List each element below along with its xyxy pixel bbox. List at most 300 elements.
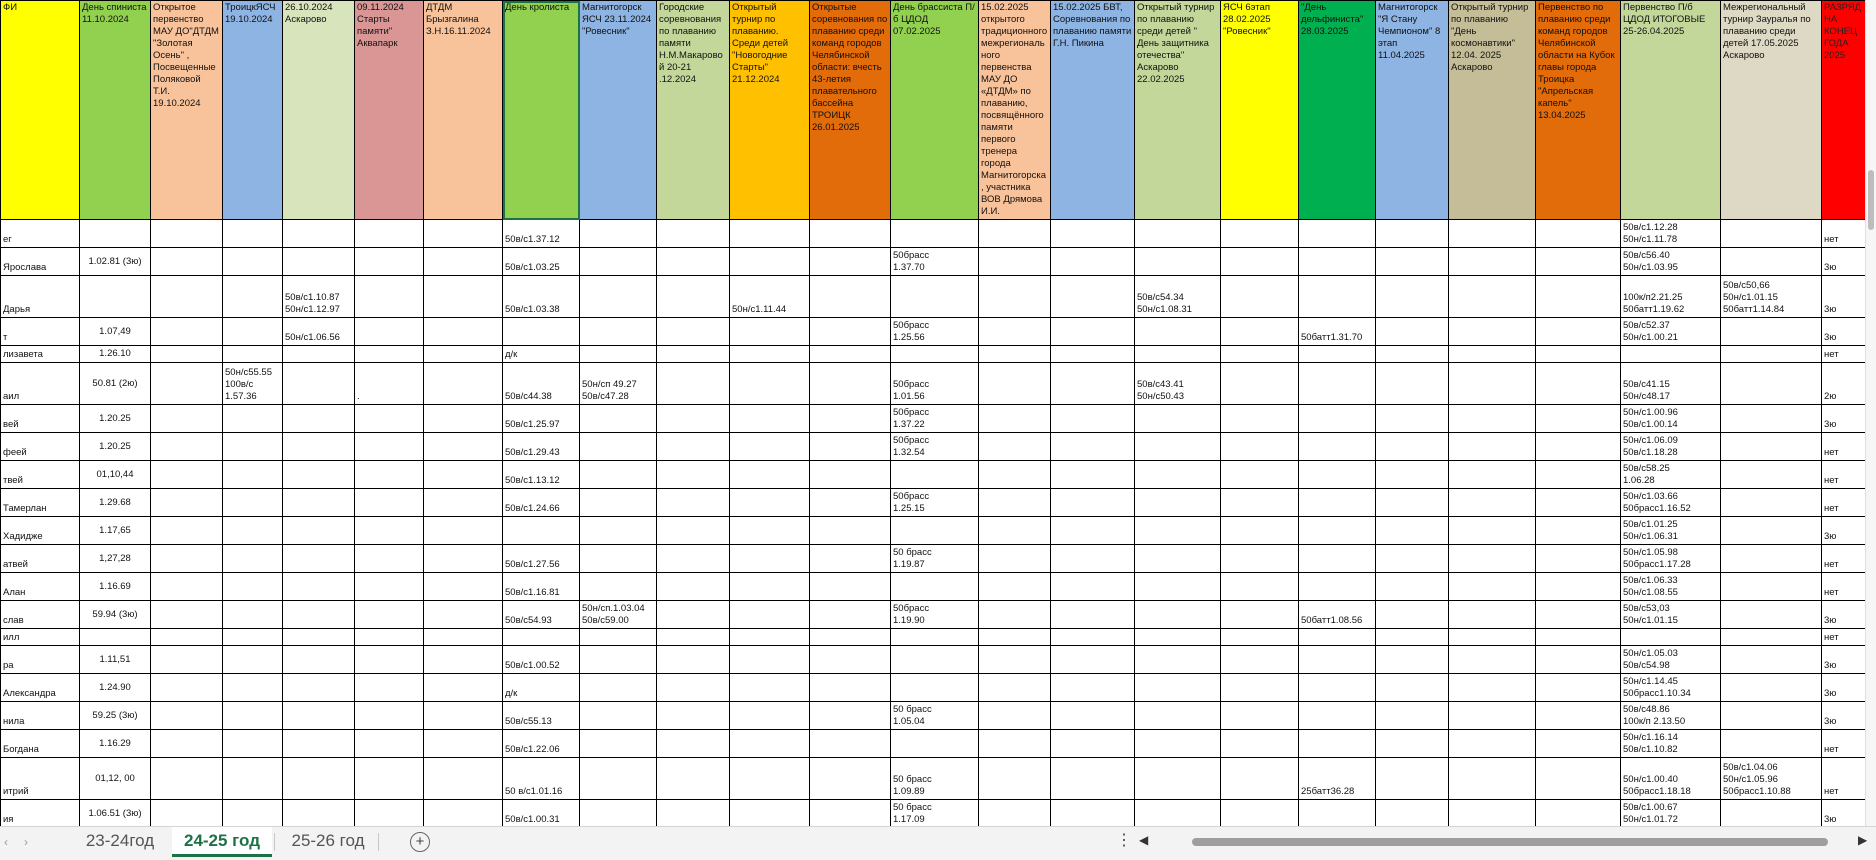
column-header[interactable]: Открытый турнир по плаванию среди детей " День защитника отечества" Аскарово 22.02.2025 bbox=[1135, 1, 1221, 220]
table-cell[interactable] bbox=[1135, 800, 1221, 827]
column-header[interactable]: Открытые соревнования по плаванию среди команд городов Челябинской области: вчесть 43-летия плавательного бассейна ТРОИЦК 26.01.2025 bbox=[810, 1, 891, 220]
table-cell[interactable] bbox=[1376, 220, 1449, 248]
table-cell[interactable]: 50батт1.08.56 bbox=[1299, 601, 1376, 629]
table-cell[interactable] bbox=[1536, 220, 1621, 248]
table-cell[interactable] bbox=[1299, 461, 1376, 489]
table-cell[interactable] bbox=[223, 573, 283, 601]
table-cell[interactable] bbox=[1721, 318, 1822, 346]
table-cell[interactable] bbox=[657, 601, 730, 629]
table-cell[interactable] bbox=[810, 363, 891, 405]
table-cell[interactable] bbox=[1221, 248, 1299, 276]
table-cell[interactable] bbox=[1721, 629, 1822, 646]
horizontal-scrollbar-thumb[interactable] bbox=[1192, 838, 1828, 846]
table-cell[interactable]: нет bbox=[1822, 461, 1874, 489]
table-cell[interactable] bbox=[424, 545, 503, 573]
table-cell[interactable] bbox=[730, 220, 810, 248]
table-cell[interactable] bbox=[1135, 758, 1221, 800]
table-cell[interactable]: 100к/п2.21.25 50батт1.19.62 bbox=[1621, 276, 1721, 318]
table-cell[interactable] bbox=[355, 276, 424, 318]
table-cell[interactable] bbox=[1536, 248, 1621, 276]
table-cell[interactable] bbox=[979, 461, 1051, 489]
table-cell[interactable] bbox=[730, 545, 810, 573]
table-cell[interactable] bbox=[1221, 363, 1299, 405]
table-cell[interactable] bbox=[657, 433, 730, 461]
table-cell[interactable] bbox=[1135, 461, 1221, 489]
table-cell[interactable]: 3ю bbox=[1822, 276, 1874, 318]
table-cell[interactable]: 50брасс 1.19.90 bbox=[891, 601, 979, 629]
table-cell[interactable]: 50брасс 1.37.70 bbox=[891, 248, 979, 276]
name-cell[interactable]: твей bbox=[1, 461, 80, 489]
table-cell[interactable] bbox=[355, 346, 424, 363]
table-cell[interactable] bbox=[891, 646, 979, 674]
table-cell[interactable] bbox=[979, 220, 1051, 248]
table-cell[interactable] bbox=[1299, 346, 1376, 363]
table-cell[interactable]: 50 брасс 1.17.09 bbox=[891, 800, 979, 827]
table-cell[interactable] bbox=[657, 758, 730, 800]
table-cell[interactable]: 50в/с1.01.25 50н/с1.06.31 bbox=[1621, 517, 1721, 545]
table-cell[interactable] bbox=[891, 730, 979, 758]
tab-scroll-right-icon[interactable]: › bbox=[24, 835, 28, 849]
name-cell[interactable]: вей bbox=[1, 405, 80, 433]
name-cell[interactable]: Ярослава bbox=[1, 248, 80, 276]
table-cell[interactable] bbox=[503, 517, 580, 545]
table-cell[interactable] bbox=[1221, 758, 1299, 800]
table-cell[interactable] bbox=[1536, 601, 1621, 629]
table-cell[interactable]: 50в/с1.06.33 50н/с1.08.55 bbox=[1621, 573, 1721, 601]
table-cell[interactable] bbox=[1135, 629, 1221, 646]
name-cell[interactable]: атвей bbox=[1, 545, 80, 573]
table-cell[interactable] bbox=[730, 674, 810, 702]
table-cell[interactable] bbox=[283, 346, 355, 363]
table-cell[interactable]: 3ю bbox=[1822, 517, 1874, 545]
table-cell[interactable] bbox=[657, 702, 730, 730]
table-cell[interactable]: 1.16.29 bbox=[80, 730, 151, 758]
table-cell[interactable] bbox=[1621, 346, 1721, 363]
table-cell[interactable] bbox=[979, 489, 1051, 517]
table-cell[interactable] bbox=[283, 405, 355, 433]
table-cell[interactable] bbox=[1449, 545, 1536, 573]
table-cell[interactable] bbox=[424, 573, 503, 601]
table-cell[interactable]: 50в/с1.00.67 50н/с1.01.72 bbox=[1621, 800, 1721, 827]
table-cell[interactable] bbox=[283, 646, 355, 674]
table-cell[interactable]: 50брасс 1.37.22 bbox=[891, 405, 979, 433]
table-cell[interactable] bbox=[424, 674, 503, 702]
table-cell[interactable]: 3ю bbox=[1822, 248, 1874, 276]
table-cell[interactable] bbox=[223, 220, 283, 248]
table-cell[interactable] bbox=[1221, 461, 1299, 489]
table-cell[interactable] bbox=[1376, 517, 1449, 545]
table-cell[interactable] bbox=[979, 405, 1051, 433]
table-cell[interactable] bbox=[223, 800, 283, 827]
table-cell[interactable] bbox=[891, 276, 979, 318]
name-cell[interactable]: ра bbox=[1, 646, 80, 674]
table-cell[interactable] bbox=[151, 573, 223, 601]
table-cell[interactable] bbox=[657, 276, 730, 318]
table-cell[interactable] bbox=[580, 573, 657, 601]
table-cell[interactable] bbox=[223, 489, 283, 517]
table-cell[interactable] bbox=[891, 220, 979, 248]
table-cell[interactable]: 50в/с41.15 50н/с48.17 bbox=[1621, 363, 1721, 405]
table-cell[interactable] bbox=[1299, 248, 1376, 276]
table-cell[interactable] bbox=[810, 346, 891, 363]
table-cell[interactable] bbox=[1051, 758, 1135, 800]
table-cell[interactable] bbox=[1376, 489, 1449, 517]
table-cell[interactable]: 50в/с1.25.97 bbox=[503, 405, 580, 433]
table-cell[interactable] bbox=[1221, 674, 1299, 702]
scroll-left-arrow-icon[interactable]: ◀ bbox=[1139, 833, 1149, 847]
table-cell[interactable] bbox=[151, 276, 223, 318]
table-cell[interactable] bbox=[580, 433, 657, 461]
table-cell[interactable]: 50н/с1.05.03 50в/с54.98 bbox=[1621, 646, 1721, 674]
table-cell[interactable] bbox=[223, 730, 283, 758]
table-cell[interactable] bbox=[730, 800, 810, 827]
table-cell[interactable] bbox=[1376, 730, 1449, 758]
table-cell[interactable] bbox=[1376, 573, 1449, 601]
table-cell[interactable] bbox=[580, 730, 657, 758]
table-cell[interactable]: 25батт36.28 bbox=[1299, 758, 1376, 800]
table-cell[interactable] bbox=[355, 629, 424, 646]
table-cell[interactable] bbox=[1135, 545, 1221, 573]
table-cell[interactable] bbox=[1221, 433, 1299, 461]
table-cell[interactable] bbox=[424, 433, 503, 461]
table-cell[interactable] bbox=[1051, 800, 1135, 827]
name-cell[interactable]: слав bbox=[1, 601, 80, 629]
table-cell[interactable]: 2ю bbox=[1822, 363, 1874, 405]
table-cell[interactable] bbox=[1221, 601, 1299, 629]
table-cell[interactable]: 50брасс 1.32.54 bbox=[891, 433, 979, 461]
table-cell[interactable] bbox=[810, 674, 891, 702]
table-cell[interactable] bbox=[283, 758, 355, 800]
name-cell[interactable]: т bbox=[1, 318, 80, 346]
horizontal-scrollbar[interactable] bbox=[1156, 836, 1854, 848]
table-cell[interactable] bbox=[580, 405, 657, 433]
table-cell[interactable]: 50в/с1.13.12 bbox=[503, 461, 580, 489]
table-cell[interactable] bbox=[151, 730, 223, 758]
table-cell[interactable] bbox=[1221, 220, 1299, 248]
table-cell[interactable]: 3ю bbox=[1822, 646, 1874, 674]
name-cell[interactable]: ег bbox=[1, 220, 80, 248]
table-cell[interactable] bbox=[657, 573, 730, 601]
table-cell[interactable]: нет bbox=[1822, 433, 1874, 461]
table-cell[interactable] bbox=[151, 674, 223, 702]
table-cell[interactable]: нет bbox=[1822, 346, 1874, 363]
table-cell[interactable] bbox=[891, 674, 979, 702]
table-cell[interactable] bbox=[891, 573, 979, 601]
table-cell[interactable] bbox=[283, 363, 355, 405]
table-cell[interactable]: 50в/с1.22.06 bbox=[503, 730, 580, 758]
table-cell[interactable]: д/к bbox=[503, 674, 580, 702]
table-cell[interactable] bbox=[1721, 489, 1822, 517]
table-cell[interactable]: 50в/с1.03.38 bbox=[503, 276, 580, 318]
table-cell[interactable]: 01,10,44 bbox=[80, 461, 151, 489]
table-cell[interactable] bbox=[979, 363, 1051, 405]
table-cell[interactable] bbox=[1299, 489, 1376, 517]
column-header[interactable]: День брассиста П/б ЦДОД 07.02.2025 bbox=[891, 1, 979, 220]
table-cell[interactable] bbox=[424, 800, 503, 827]
table-cell[interactable] bbox=[1051, 601, 1135, 629]
name-cell[interactable]: феей bbox=[1, 433, 80, 461]
table-cell[interactable] bbox=[1299, 220, 1376, 248]
table-cell[interactable] bbox=[151, 629, 223, 646]
table-cell[interactable] bbox=[1221, 545, 1299, 573]
table-cell[interactable]: 50в/с1.00.52 bbox=[503, 646, 580, 674]
table-cell[interactable]: 50в/с1.00.31 bbox=[503, 800, 580, 827]
table-cell[interactable] bbox=[1051, 220, 1135, 248]
table-cell[interactable] bbox=[1376, 276, 1449, 318]
table-cell[interactable]: 50 в/с1.01.16 bbox=[503, 758, 580, 800]
table-cell[interactable] bbox=[979, 248, 1051, 276]
table-cell[interactable] bbox=[1221, 346, 1299, 363]
table-cell[interactable]: 50батт1.31.70 bbox=[1299, 318, 1376, 346]
table-cell[interactable]: нет bbox=[1822, 545, 1874, 573]
table-cell[interactable]: 50н/сп.1.03.04 50в/с59.00 bbox=[580, 601, 657, 629]
table-cell[interactable] bbox=[979, 702, 1051, 730]
column-header[interactable]: ДТДМ Брызгалина З.Н.16.11.2024 bbox=[424, 1, 503, 220]
table-cell[interactable] bbox=[151, 800, 223, 827]
table-cell[interactable] bbox=[1051, 674, 1135, 702]
table-cell[interactable] bbox=[580, 646, 657, 674]
table-cell[interactable] bbox=[355, 758, 424, 800]
table-cell[interactable] bbox=[657, 405, 730, 433]
table-cell[interactable] bbox=[503, 629, 580, 646]
table-cell[interactable] bbox=[1135, 646, 1221, 674]
table-cell[interactable] bbox=[1536, 363, 1621, 405]
table-cell[interactable] bbox=[151, 517, 223, 545]
table-cell[interactable] bbox=[355, 800, 424, 827]
table-cell[interactable] bbox=[1376, 363, 1449, 405]
table-cell[interactable] bbox=[1135, 674, 1221, 702]
table-cell[interactable] bbox=[1449, 646, 1536, 674]
table-cell[interactable]: 50 брасс 1.19.87 bbox=[891, 545, 979, 573]
table-cell[interactable]: . bbox=[355, 363, 424, 405]
table-cell[interactable] bbox=[1051, 461, 1135, 489]
table-cell[interactable] bbox=[1621, 629, 1721, 646]
table-cell[interactable] bbox=[1299, 674, 1376, 702]
table-cell[interactable] bbox=[979, 800, 1051, 827]
table-cell[interactable] bbox=[355, 248, 424, 276]
column-header[interactable]: Магнитогорск "Я Стану Чемпионом" 8 этап 11.04.2025 bbox=[1376, 1, 1449, 220]
table-cell[interactable] bbox=[1376, 405, 1449, 433]
tab-scroll-left-icon[interactable]: ‹ bbox=[4, 835, 8, 849]
table-cell[interactable] bbox=[1051, 545, 1135, 573]
table-cell[interactable]: 01,12, 00 bbox=[80, 758, 151, 800]
table-cell[interactable] bbox=[979, 646, 1051, 674]
table-cell[interactable] bbox=[979, 730, 1051, 758]
table-cell[interactable]: 50в/с1.04.06 50н/с1.05.96 50брасс1.10.88 bbox=[1721, 758, 1822, 800]
table-cell[interactable] bbox=[80, 629, 151, 646]
table-cell[interactable] bbox=[657, 646, 730, 674]
table-cell[interactable]: 50н/с1.14.45 50брасс1.10.34 bbox=[1621, 674, 1721, 702]
table-cell[interactable] bbox=[223, 318, 283, 346]
table-cell[interactable] bbox=[1221, 800, 1299, 827]
table-cell[interactable] bbox=[979, 674, 1051, 702]
table-cell[interactable] bbox=[1376, 702, 1449, 730]
table-cell[interactable] bbox=[1221, 517, 1299, 545]
table-cell[interactable]: д/к bbox=[503, 346, 580, 363]
table-cell[interactable] bbox=[580, 517, 657, 545]
table-cell[interactable] bbox=[730, 489, 810, 517]
column-header[interactable]: Открытый турнир по плаванию. Среди детей "Новогодние Старты" 21.12.2024 bbox=[730, 1, 810, 220]
table-cell[interactable] bbox=[1449, 248, 1536, 276]
table-cell[interactable] bbox=[730, 318, 810, 346]
table-cell[interactable] bbox=[1135, 248, 1221, 276]
table-cell[interactable] bbox=[1376, 800, 1449, 827]
table-cell[interactable] bbox=[580, 346, 657, 363]
table-cell[interactable] bbox=[810, 405, 891, 433]
table-cell[interactable] bbox=[223, 758, 283, 800]
column-header[interactable]: "День дельфиниста" 28.03.2025 bbox=[1299, 1, 1376, 220]
name-cell[interactable]: Тамерлан bbox=[1, 489, 80, 517]
table-cell[interactable]: нет bbox=[1822, 489, 1874, 517]
table-cell[interactable] bbox=[151, 461, 223, 489]
table-cell[interactable] bbox=[657, 800, 730, 827]
table-cell[interactable] bbox=[1051, 730, 1135, 758]
table-cell[interactable] bbox=[810, 800, 891, 827]
table-cell[interactable] bbox=[151, 405, 223, 433]
table-cell[interactable] bbox=[580, 545, 657, 573]
table-cell[interactable] bbox=[810, 573, 891, 601]
table-cell[interactable] bbox=[1536, 730, 1621, 758]
table-cell[interactable] bbox=[1721, 730, 1822, 758]
table-cell[interactable] bbox=[1051, 346, 1135, 363]
table-cell[interactable] bbox=[657, 545, 730, 573]
table-cell[interactable] bbox=[657, 489, 730, 517]
table-cell[interactable] bbox=[1721, 702, 1822, 730]
column-header[interactable]: 26.10.2024 Аскарово bbox=[283, 1, 355, 220]
table-cell[interactable] bbox=[1449, 318, 1536, 346]
table-cell[interactable] bbox=[1376, 601, 1449, 629]
table-cell[interactable]: нет bbox=[1822, 758, 1874, 800]
table-cell[interactable]: 50.81 (2ю) bbox=[80, 363, 151, 405]
more-options-icon[interactable]: ⋮ bbox=[1116, 832, 1132, 849]
table-cell[interactable] bbox=[355, 433, 424, 461]
table-cell[interactable] bbox=[1449, 758, 1536, 800]
table-cell[interactable] bbox=[1376, 346, 1449, 363]
table-cell[interactable] bbox=[580, 758, 657, 800]
table-cell[interactable] bbox=[424, 461, 503, 489]
table-cell[interactable] bbox=[810, 629, 891, 646]
table-cell[interactable] bbox=[657, 346, 730, 363]
table-cell[interactable] bbox=[283, 220, 355, 248]
table-cell[interactable] bbox=[355, 730, 424, 758]
table-cell[interactable]: 1.29.68 bbox=[80, 489, 151, 517]
column-header[interactable]: Первенство по плаванию среди команд городов Челябинской области на Кубок главы города Троицка "Апрельская капель" 13.04.2025 bbox=[1536, 1, 1621, 220]
table-cell[interactable] bbox=[1221, 702, 1299, 730]
name-cell[interactable]: Александра bbox=[1, 674, 80, 702]
sheet-tab-25-26[interactable]: 25-26 год bbox=[291, 831, 365, 850]
table-cell[interactable] bbox=[1376, 461, 1449, 489]
table-cell[interactable] bbox=[1449, 363, 1536, 405]
column-header[interactable]: ЯСЧ 6этап 28.02.2025 "Ровесник" bbox=[1221, 1, 1299, 220]
table-cell[interactable]: 1.20.25 bbox=[80, 405, 151, 433]
table-cell[interactable] bbox=[503, 318, 580, 346]
column-header[interactable]: Межрегиональный турнир Зауралья по плаванию среди детей 17.05.2025 Аскарово bbox=[1721, 1, 1822, 220]
table-cell[interactable] bbox=[283, 629, 355, 646]
column-header[interactable]: 15.02.2025 БВТ, Соревнования по плаванию памяти Г.Н. Пикина bbox=[1051, 1, 1135, 220]
table-cell[interactable] bbox=[1449, 702, 1536, 730]
table-cell[interactable] bbox=[424, 702, 503, 730]
table-cell[interactable] bbox=[1536, 573, 1621, 601]
table-cell[interactable] bbox=[1536, 461, 1621, 489]
table-cell[interactable]: 50в/с1.29.43 bbox=[503, 433, 580, 461]
table-cell[interactable] bbox=[1536, 318, 1621, 346]
table-cell[interactable] bbox=[1449, 276, 1536, 318]
table-cell[interactable]: 50в/с58.25 1.06.28 bbox=[1621, 461, 1721, 489]
table-cell[interactable] bbox=[223, 674, 283, 702]
table-cell[interactable] bbox=[1536, 489, 1621, 517]
table-cell[interactable] bbox=[891, 517, 979, 545]
table-cell[interactable] bbox=[283, 489, 355, 517]
table-cell[interactable]: 3ю bbox=[1822, 318, 1874, 346]
table-cell[interactable]: 50в/с54.93 bbox=[503, 601, 580, 629]
column-header[interactable]: ФИ bbox=[1, 1, 80, 220]
table-cell[interactable] bbox=[424, 248, 503, 276]
table-cell[interactable] bbox=[1135, 702, 1221, 730]
table-cell[interactable]: 50в/с48.86 100к/п 2.13.50 bbox=[1621, 702, 1721, 730]
table-cell[interactable] bbox=[223, 346, 283, 363]
table-cell[interactable] bbox=[151, 702, 223, 730]
table-cell[interactable] bbox=[730, 248, 810, 276]
table-cell[interactable] bbox=[580, 702, 657, 730]
table-cell[interactable]: 50в/с1.10.87 50н/с1.12.97 bbox=[283, 276, 355, 318]
table-cell[interactable] bbox=[1299, 800, 1376, 827]
table-cell[interactable]: 50в/с53,03 50н/с1.01.15 bbox=[1621, 601, 1721, 629]
table-cell[interactable] bbox=[1051, 276, 1135, 318]
column-header[interactable]: 09.11.2024 Старты памяти" Аквапарк bbox=[355, 1, 424, 220]
table-cell[interactable]: 50н/с1.00.96 50в/с1.00.14 bbox=[1621, 405, 1721, 433]
column-header[interactable]: 15.02.2025 открытого традиционного межрегионального первенства МАУ ДО «ДТДМ» по плаванию, посвящённого памяти первого тренера города Магнитогорска, участника ВОВ Дрямова И.И. bbox=[979, 1, 1051, 220]
name-cell[interactable]: Богдана bbox=[1, 730, 80, 758]
table-cell[interactable]: 50брасс 1.01.56 bbox=[891, 363, 979, 405]
table-cell[interactable] bbox=[355, 489, 424, 517]
table-cell[interactable] bbox=[891, 461, 979, 489]
table-cell[interactable]: 3ю bbox=[1822, 800, 1874, 827]
table-cell[interactable] bbox=[1051, 405, 1135, 433]
table-cell[interactable] bbox=[810, 489, 891, 517]
table-cell[interactable] bbox=[1376, 433, 1449, 461]
table-cell[interactable]: нет bbox=[1822, 629, 1874, 646]
table-cell[interactable] bbox=[151, 220, 223, 248]
table-cell[interactable] bbox=[424, 629, 503, 646]
table-cell[interactable] bbox=[424, 758, 503, 800]
table-cell[interactable] bbox=[810, 702, 891, 730]
table-cell[interactable]: 1.16.69 bbox=[80, 573, 151, 601]
table-cell[interactable] bbox=[1051, 702, 1135, 730]
add-sheet-button[interactable]: + bbox=[410, 832, 430, 852]
table-cell[interactable]: 50 брасс 1.09.89 bbox=[891, 758, 979, 800]
table-cell[interactable] bbox=[1449, 346, 1536, 363]
table-cell[interactable] bbox=[1536, 702, 1621, 730]
table-cell[interactable]: 50в/с1.37.12 bbox=[503, 220, 580, 248]
table-cell[interactable] bbox=[810, 758, 891, 800]
table-cell[interactable]: 50в/с54.34 50н/с1.08.31 bbox=[1135, 276, 1221, 318]
table-cell[interactable] bbox=[1536, 405, 1621, 433]
table-cell[interactable] bbox=[1721, 517, 1822, 545]
table-cell[interactable] bbox=[730, 702, 810, 730]
table-cell[interactable] bbox=[1721, 433, 1822, 461]
table-cell[interactable] bbox=[283, 545, 355, 573]
table-cell[interactable] bbox=[1221, 405, 1299, 433]
table-cell[interactable] bbox=[283, 248, 355, 276]
name-cell[interactable]: Алан bbox=[1, 573, 80, 601]
table-cell[interactable]: 1.11,51 bbox=[80, 646, 151, 674]
table-cell[interactable] bbox=[979, 573, 1051, 601]
table-cell[interactable] bbox=[979, 346, 1051, 363]
table-cell[interactable] bbox=[730, 758, 810, 800]
table-cell[interactable] bbox=[283, 433, 355, 461]
table-cell[interactable] bbox=[355, 674, 424, 702]
table-cell[interactable] bbox=[223, 601, 283, 629]
